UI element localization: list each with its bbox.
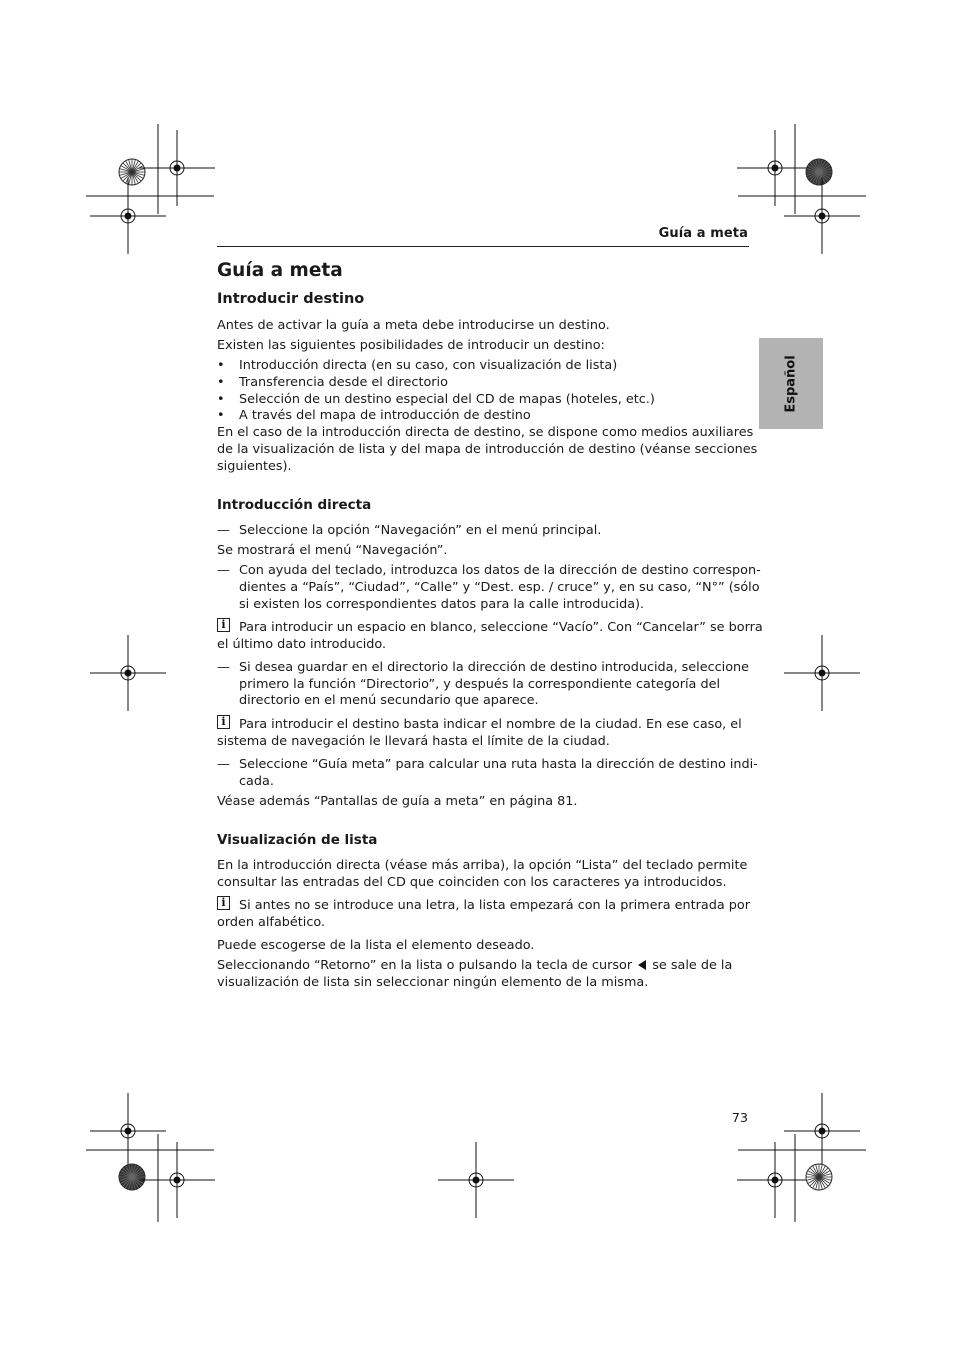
step-dash-icon: — [217,757,230,772]
registration-mark-icon [139,1142,215,1218]
step-text-line: cada. [239,774,274,789]
list-item: Introducción directa (en su caso, con visualización de lista) [239,358,618,373]
step-dash-icon: — [217,523,230,538]
paragraph: Existen las siguientes posibilidades de introducir un destino: [217,338,605,353]
section-heading-visualizacion-de-lista: Visualización de lista [217,832,378,848]
color-target-icon [119,159,145,185]
note-line: Si antes no se introduce una letra, la lista empezará con la primera entrada por [239,898,751,913]
registration-mark-icon [139,130,215,206]
step-dash-icon: — [217,660,230,675]
info-icon: i [217,618,230,632]
step-text-line: directorio en el menú secundario que aparece. [239,693,539,708]
see-also-text: Véase además “Pantallas de guía a meta” en página 81. [217,794,578,809]
step-text-line: primero la función “Directorio”, y después la correspondiente categoría del [239,677,720,692]
bullet-icon: • [217,408,225,423]
registration-mark-icon [737,1142,813,1218]
text-segment: Seleccionando “Retorno” en la lista o pulsando la tecla de cursor [217,958,633,973]
page-title: Guía a meta [217,260,343,281]
note-line: Para introducir el destino basta indicar el nombre de la ciudad. En ese caso, el [239,717,742,732]
step-text-line: dientes a “País”, “Ciudad”, “Calle” y “Dest. esp. / cruce” y, en su caso, “N°” (sólo [239,580,760,595]
paragraph: Puede escogerse de la lista el elemento deseado. [217,938,535,953]
paragraph: Antes de activar la guía a meta debe introducirse un destino. [217,318,610,333]
header-rule [217,246,749,247]
paragraph-line: En la introducción directa (véase más arriba), la opción “Lista” del teclado permite [217,858,748,873]
section-heading-introduccion-directa: Introducción directa [217,497,372,513]
step-text: Seleccione la opción “Navegación” en el menú principal. [239,523,602,538]
paragraph-line: En el caso de la introducción directa de destino, se dispone como medios auxiliares [217,425,754,440]
registration-mark-icon [90,635,166,711]
page-number: 73 [731,1111,748,1126]
color-target-icon [806,159,832,185]
bullet-icon: • [217,358,225,373]
step-dash-icon: — [217,563,230,578]
language-tab-label: Español [783,354,799,413]
result-text: Se mostrará el menú “Navegación”. [217,543,448,558]
list-item: Transferencia desde el directorio [239,375,448,390]
running-head: Guía a meta [658,226,748,241]
step-text-line: Si desea guardar en el directorio la dirección de destino introducida, seleccione [239,660,750,675]
cursor-left-icon [638,960,646,970]
registration-mark-icon [438,1142,514,1218]
section-heading-introducir-destino: Introducir destino [217,291,365,307]
note-line: sistema de navegación le llevará hasta el límite de la ciudad. [217,734,610,749]
note-line: orden alfabético. [217,915,326,930]
paragraph-line: siguientes). [217,459,292,474]
paragraph-line: de la visualización de lista y del mapa de introducción de destino (véanse secciones [217,442,758,457]
registration-mark-icon [784,635,860,711]
bullet-icon: • [217,392,225,407]
bullet-icon: • [217,375,225,390]
info-icon: i [217,715,230,729]
note-line: el último dato introducido. [217,637,387,652]
paragraph-line: consultar las entradas del CD que coinciden con los caracteres ya introducidos. [217,875,727,890]
step-text-line: Con ayuda del teclado, introduzca los datos de la dirección de destino correspon- [239,563,761,578]
list-item: Selección de un destino especial del CD de mapas (hoteles, etc.) [239,392,655,407]
language-tab [759,338,823,429]
registration-mark-icon [90,178,166,254]
color-target-icon [119,1164,145,1190]
paragraph-line [217,957,757,974]
color-target-icon [806,1164,832,1190]
paragraph-line: visualización de lista sin seleccionar ningún elemento de la misma. [217,975,649,990]
step-text-line: Seleccione “Guía meta” para calcular una ruta hasta la dirección de destino indi- [239,757,758,772]
list-item: A través del mapa de introducción de destino [239,408,531,423]
registration-mark-icon [737,130,813,206]
text-segment: se sale de la [652,958,733,973]
step-text-line: si existen los correspondientes datos para la calle introducida). [239,597,645,612]
info-icon: i [217,896,230,910]
registration-mark-icon [90,1093,166,1169]
note-line: Para introducir un espacio en blanco, seleccione “Vacío”. Con “Cancelar” se borra [239,620,763,635]
